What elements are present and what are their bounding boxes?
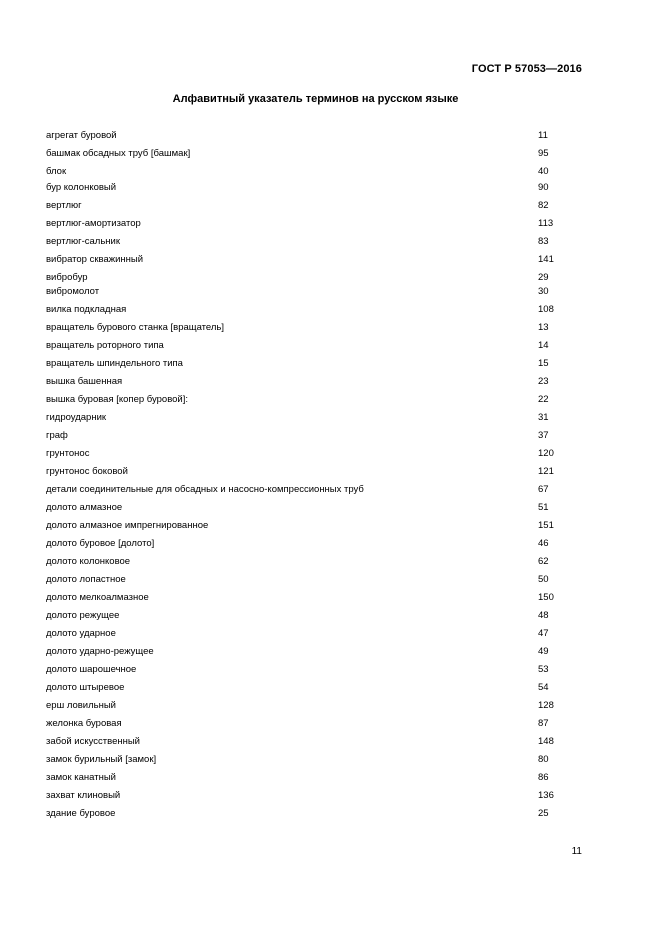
term-text: вертлюг bbox=[46, 200, 82, 211]
term-text: долото алмазное bbox=[46, 502, 123, 513]
list-item bbox=[46, 537, 576, 551]
term-text: забой искусственный bbox=[46, 736, 140, 747]
list-item bbox=[46, 681, 576, 695]
term-number: 53 bbox=[538, 664, 549, 675]
term-number: 48 bbox=[538, 610, 549, 621]
list-item bbox=[46, 217, 576, 231]
list-item bbox=[46, 573, 576, 587]
term-text: башмак обсадных труб [башмак] bbox=[46, 148, 191, 159]
list-item bbox=[46, 411, 576, 425]
list-item bbox=[46, 303, 576, 317]
term-number: 30 bbox=[538, 286, 549, 297]
term-text: долото ударное bbox=[46, 628, 116, 639]
term-text: вертлюг-сальник bbox=[46, 236, 120, 247]
list-item bbox=[46, 253, 576, 267]
term-number: 90 bbox=[538, 182, 549, 193]
term-text: долото лопастное bbox=[46, 574, 126, 585]
term-number: 47 bbox=[538, 628, 549, 639]
term-number: 37 bbox=[538, 430, 549, 441]
list-item bbox=[46, 129, 576, 143]
term-number: 46 bbox=[538, 538, 549, 549]
term-number: 120 bbox=[538, 448, 554, 459]
term-text: долото шарошечное bbox=[46, 664, 137, 675]
list-item bbox=[46, 807, 576, 821]
term-number: 82 bbox=[538, 200, 549, 211]
term-number: 11 bbox=[538, 130, 548, 141]
term-text: гидроударник bbox=[46, 412, 107, 423]
term-number: 148 bbox=[538, 736, 554, 747]
term-number: 83 bbox=[538, 236, 549, 247]
term-number: 51 bbox=[538, 502, 549, 513]
term-text: вращатель бурового станка [вращатель] bbox=[46, 322, 224, 333]
list-item bbox=[46, 357, 576, 371]
term-text: долото режущее bbox=[46, 610, 120, 621]
list-item bbox=[46, 789, 576, 803]
list-item bbox=[46, 375, 576, 389]
term-number: 121 bbox=[538, 466, 554, 477]
term-text: замок канатный bbox=[46, 772, 116, 783]
list-item bbox=[46, 771, 576, 785]
list-item bbox=[46, 447, 576, 461]
list-item bbox=[46, 339, 576, 353]
term-text: долото штыревое bbox=[46, 682, 125, 693]
term-number: 14 bbox=[538, 340, 549, 351]
term-number: 86 bbox=[538, 772, 549, 783]
term-text: захват клиновый bbox=[46, 790, 121, 801]
term-text: граф bbox=[46, 430, 68, 441]
term-number: 95 bbox=[538, 148, 549, 159]
term-number: 15 bbox=[538, 358, 549, 369]
list-item bbox=[46, 663, 576, 677]
term-text: вибратор скважинный bbox=[46, 254, 144, 265]
list-item bbox=[46, 555, 576, 569]
term-number: 151 bbox=[538, 520, 554, 531]
list-item bbox=[46, 483, 576, 497]
term-number: 67 bbox=[538, 484, 549, 495]
list-item bbox=[46, 181, 576, 195]
term-text: вышка буровая [копер буровой]: bbox=[46, 394, 189, 405]
list-item bbox=[46, 147, 576, 161]
term-text: долото мелкоалмазное bbox=[46, 592, 149, 603]
term-text: вышка башенная bbox=[46, 376, 123, 387]
page-number: 11 bbox=[571, 846, 582, 857]
term-number: 108 bbox=[538, 304, 554, 315]
term-text: здание буровое bbox=[46, 808, 116, 819]
list-item bbox=[46, 591, 576, 605]
term-number: 62 bbox=[538, 556, 549, 567]
list-item bbox=[46, 285, 576, 299]
term-number: 23 bbox=[538, 376, 549, 387]
list-item bbox=[46, 627, 576, 641]
standard-code: ГОСТ Р 57053—2016 bbox=[471, 63, 582, 75]
list-item bbox=[46, 321, 576, 335]
term-number: 22 bbox=[538, 394, 549, 405]
term-number: 49 bbox=[538, 646, 549, 657]
term-number: 141 bbox=[538, 254, 554, 265]
term-text: долото алмазное импрегнированное bbox=[46, 520, 209, 531]
term-text: бур колонковый bbox=[46, 182, 117, 193]
term-number: 29 bbox=[538, 272, 549, 283]
term-text: грунтонос боковой bbox=[46, 466, 128, 477]
list-item bbox=[46, 393, 576, 407]
term-text: грунтонос bbox=[46, 448, 90, 459]
list-item bbox=[46, 165, 576, 179]
term-text: долото буровое [долото] bbox=[46, 538, 155, 549]
term-number: 13 bbox=[538, 322, 549, 333]
list-item bbox=[46, 429, 576, 443]
term-number: 54 bbox=[538, 682, 549, 693]
term-number: 31 bbox=[538, 412, 549, 423]
list-item bbox=[46, 735, 576, 749]
list-item bbox=[46, 699, 576, 713]
list-item bbox=[46, 753, 576, 767]
term-text: долото колонковое bbox=[46, 556, 131, 567]
term-number: 80 bbox=[538, 754, 549, 765]
term-text: вилка подкладная bbox=[46, 304, 127, 315]
term-text: детали соединительные для обсадных и насосно-компрессионных труб bbox=[46, 484, 364, 495]
list-item bbox=[46, 271, 576, 285]
term-number: 40 bbox=[538, 166, 549, 177]
list-item bbox=[46, 199, 576, 213]
list-item bbox=[46, 465, 576, 479]
term-text: блок bbox=[46, 166, 67, 177]
list-item bbox=[46, 645, 576, 659]
list-item bbox=[46, 519, 576, 533]
term-text: замок бурильный [замок] bbox=[46, 754, 157, 765]
term-text: желонка буровая bbox=[46, 718, 122, 729]
term-number: 25 bbox=[538, 808, 549, 819]
term-number: 50 bbox=[538, 574, 549, 585]
list-item bbox=[46, 501, 576, 515]
term-text: вращатель роторного типа bbox=[46, 340, 164, 351]
term-number: 150 bbox=[538, 592, 554, 603]
term-text: вибромолот bbox=[46, 286, 100, 297]
page-title: Алфавитный указатель терминов на русском языке bbox=[172, 93, 459, 105]
term-text: долото ударно-режущее bbox=[46, 646, 154, 657]
list-item bbox=[46, 717, 576, 731]
term-number: 128 bbox=[538, 700, 554, 711]
list-item bbox=[46, 609, 576, 623]
term-text: ерш ловильный bbox=[46, 700, 116, 711]
term-number: 113 bbox=[538, 218, 554, 229]
term-text: вибробур bbox=[46, 272, 88, 283]
list-item bbox=[46, 235, 576, 249]
term-number: 87 bbox=[538, 718, 549, 729]
term-number: 136 bbox=[538, 790, 554, 801]
term-text: вращатель шпиндельного типа bbox=[46, 358, 183, 369]
term-text: агрегат буровой bbox=[46, 130, 117, 141]
term-text: вертлюг-амортизатор bbox=[46, 218, 141, 229]
